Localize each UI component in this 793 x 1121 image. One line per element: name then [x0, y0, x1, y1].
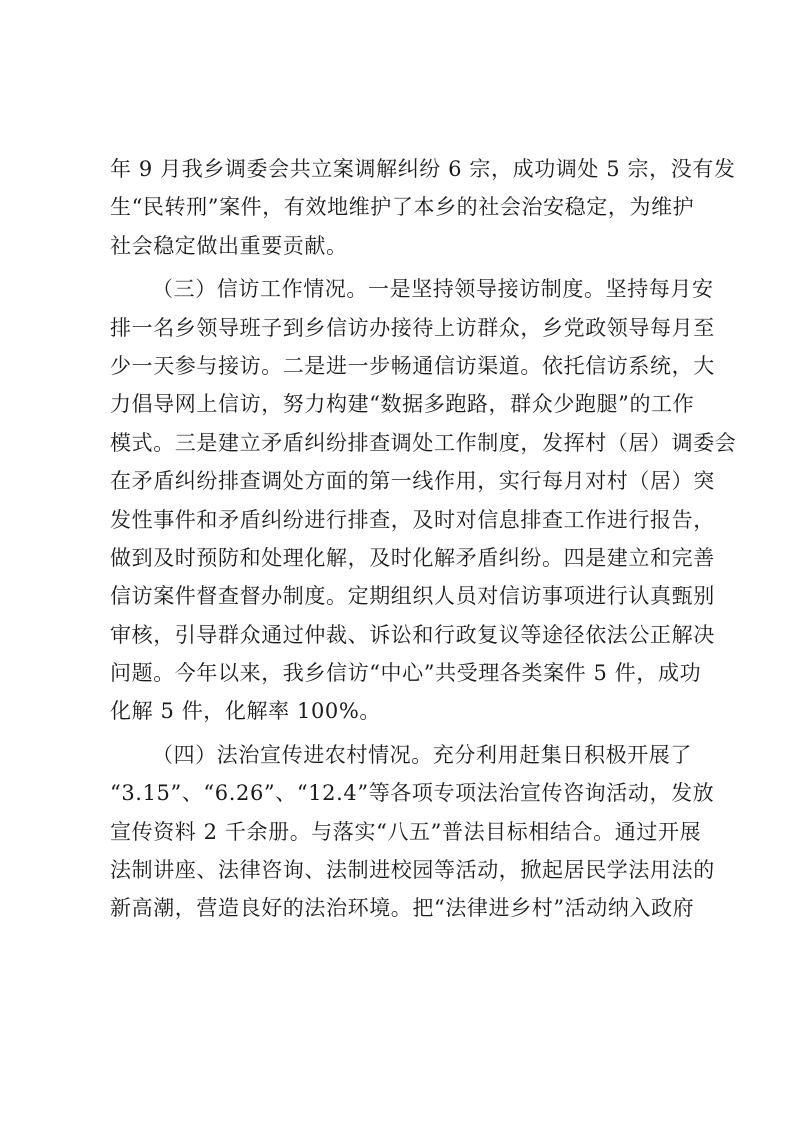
text-line: （四）法治宣传进农村情况。充分利用赶集日积极开展了	[152, 742, 692, 767]
text-line: 发性事件和矛盾纠纷进行排查，及时对信息排查工作进行报告，	[110, 507, 715, 532]
text-line: 排一名乡领导班子到乡信访办接待上访群众，乡党政领导每月至	[110, 315, 715, 340]
text-line: 做到及时预防和处理化解，及时化解矛盾纠纷。四是建立和完善	[110, 545, 715, 570]
text-line: 在矛盾纠纷排查调处方面的第一线作用，实行每月对村（居）突	[110, 469, 715, 494]
text-line: 新高潮，营造良好的法治环境。把“法律进乡村”活动纳入政府	[110, 896, 695, 921]
text-line: 少一天参与接访。二是进一步畅通信访渠道。依托信访系统，大	[110, 353, 715, 378]
text-line: 年 9 月我乡调委会共立案调解纠纷 6 宗，成功调处 5 宗，没有发	[110, 157, 736, 181]
text-line: “3.15”、“6.26”、“12.4”等各项专项法治宣传咨询活动，发放	[110, 781, 715, 806]
paragraph-legal-publicity	[110, 736, 715, 928]
text-line: 宣传资料 2 千余册。与落实“八五”普法目标相结合。通过开展	[110, 819, 702, 844]
text-line: 化解 5 件，化解率 100%。	[110, 699, 382, 724]
text-line: 审核，引导群众通过仲裁、诉讼和行政复议等途径依法公正解决	[110, 622, 715, 647]
text-line: 生“民转刑”案件，有效地维护了本乡的社会治安稳定，为维护	[110, 195, 695, 220]
paragraph-petition-work	[110, 270, 737, 731]
text-line: 力倡导网上信访，努力构建“数据多跑路，群众少跑腿”的工作	[110, 392, 695, 417]
text-line: 问题。今年以来，我乡信访“中心”共受理各类案件 5 件，成功	[110, 661, 702, 686]
text-line: 社会稳定做出重要贡献。	[110, 233, 348, 258]
paragraph-mediation-summary	[110, 150, 736, 265]
document-body	[110, 150, 737, 928]
text-line: 模式。三是建立矛盾纠纷排查调处工作制度，发挥村（居）调委会	[110, 430, 737, 455]
text-line: 法制讲座、法律咨询、法制进校园等活动，掀起居民学法用法的	[110, 858, 715, 883]
text-line: （三）信访工作情况。一是坚持领导接访制度。坚持每月安	[152, 277, 714, 302]
text-line: 信访案件督查督办制度。定期组织人员对信访事项进行认真甄别	[110, 584, 715, 609]
